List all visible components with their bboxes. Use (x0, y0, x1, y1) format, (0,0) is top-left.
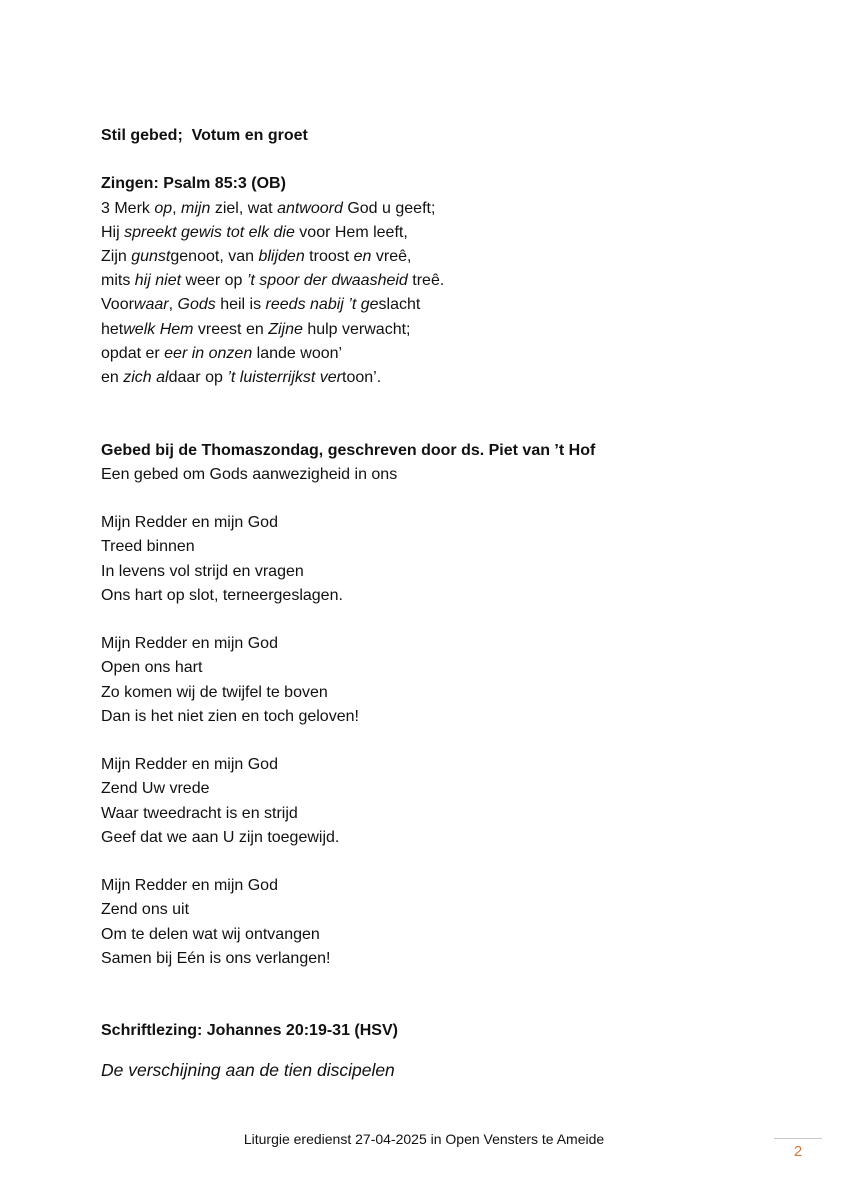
psalm-line (101, 245, 801, 269)
psalm-text: weer op (181, 272, 247, 290)
psalm-line (101, 221, 801, 245)
psalm-text: genoot, van (170, 248, 259, 265)
psalm-text: Hij (101, 223, 125, 241)
prayer-line: Zend ons uit (101, 901, 190, 919)
psalm-text: voor Hem leeft, (294, 223, 408, 241)
psalm-text: ziel, wat (210, 199, 278, 217)
psalm-line (101, 318, 801, 342)
psalm-emphasis: waar (133, 296, 169, 314)
psalm-emphasis: ’t spoor der dwaasheid (246, 272, 408, 290)
psalm-line (101, 293, 801, 317)
psalm-text: treê. (407, 272, 445, 290)
prayer-line: In levens vol strijd en vragen (101, 562, 304, 580)
psalm-text: Voor (101, 296, 134, 314)
psalm-emphasis: zich al (123, 369, 169, 387)
prayer-line: Ons hart op slot, terneergeslagen. (101, 586, 343, 604)
psalm-emphasis: reeds nabij ’t ge (265, 296, 379, 314)
psalm-text: , (168, 296, 178, 314)
psalm-emphasis: hij niet (134, 272, 182, 290)
psalm-emphasis: mijn (181, 199, 211, 217)
stil-gebed-heading: Stil gebed; Votum en groet (101, 127, 308, 144)
psalm-text: slacht (378, 296, 421, 314)
prayer-line: Mijn Redder en mijn God (101, 756, 278, 774)
psalm-text: het (101, 320, 124, 338)
psalm-text: heil is (215, 296, 266, 314)
psalm-verse (101, 197, 801, 391)
prayer-line: Mijn Redder en mijn God (101, 514, 278, 532)
prayer-line: Zo komen wij de twijfel te boven (101, 683, 328, 701)
gebed-intro: Een gebed om Gods aanwezigheid in ons (101, 465, 398, 483)
prayer-line: Geef dat we aan U zijn toegewijd. (101, 828, 340, 846)
psalm-line (101, 366, 801, 390)
psalm-text: hulp verwacht; (302, 320, 411, 338)
psalm-emphasis: gunst (131, 248, 171, 265)
psalm-text: troost (304, 248, 354, 265)
prayer-stanzas (101, 487, 801, 971)
prayer-line: Treed binnen (101, 538, 195, 556)
prayer-line: Waar tweedracht is en strijd (101, 804, 298, 822)
psalm-text: toon’. (342, 369, 382, 387)
psalm-emphasis: Zijne (268, 320, 303, 338)
psalm-emphasis: eer in onzen (164, 344, 253, 362)
document-body (101, 124, 801, 1082)
psalm-text: daar op (168, 369, 228, 387)
psalm-emphasis: Gods (177, 296, 216, 314)
psalm-text: , (172, 199, 182, 217)
psalm-text: en (101, 369, 124, 387)
psalm-emphasis: op (154, 199, 173, 217)
psalm-emphasis: en (353, 248, 372, 265)
page-number-rule (774, 1138, 822, 1139)
psalm-emphasis: welk Hem (123, 320, 194, 338)
psalm-text: vreest en (193, 320, 269, 338)
prayer-line: Om te delen wat wij ontvangen (101, 925, 320, 943)
psalm-text: God u geeft; (342, 199, 436, 217)
psalm-line (101, 197, 801, 221)
schriftlezing-subtitle: De verschijning aan de tien discipelen (101, 1059, 395, 1080)
psalm-emphasis: ’t luisterrijkst ver (227, 369, 343, 387)
prayer-line: Zend Uw vrede (101, 780, 210, 798)
psalm-text: vreê, (371, 248, 412, 265)
prayer-line: Samen bij Eén is ons verlangen! (101, 949, 331, 967)
prayer-line: Mijn Redder en mijn God (101, 635, 278, 653)
prayer-line: Dan is het niet zien en toch geloven! (101, 707, 359, 725)
schriftlezing-heading: Schriftlezing: Johannes 20:19-31 (HSV) (101, 1022, 398, 1040)
page-footer: Liturgie eredienst 27-04-2025 in Open Vensters te Ameide (243, 1131, 605, 1147)
gebed-heading: Gebed bij de Thomaszondag, geschreven door ds. Piet van ’t Hof (101, 441, 596, 459)
psalm-line (101, 269, 801, 293)
psalm-line (101, 342, 801, 366)
psalm-text: Zijn (101, 248, 132, 265)
psalm-text: 3 Merk (101, 199, 155, 217)
prayer-line: Open ons hart (101, 659, 203, 677)
psalm-text: opdat er (101, 344, 165, 362)
zingen-heading: Zingen: Psalm 85:3 (OB) (101, 175, 286, 193)
psalm-emphasis: spreekt gewis tot elk die (124, 223, 295, 241)
prayer-line: Mijn Redder en mijn God (101, 877, 278, 895)
psalm-text: mits (101, 272, 135, 290)
page-number: 2 (793, 1143, 803, 1160)
psalm-text: lande woon’ (252, 344, 343, 362)
psalm-emphasis: antwoord (277, 199, 343, 217)
psalm-emphasis: blijden (258, 248, 305, 265)
